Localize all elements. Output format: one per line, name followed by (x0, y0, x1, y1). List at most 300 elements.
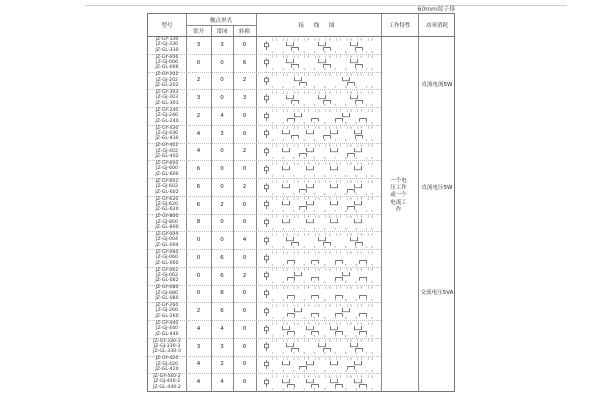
normally-open-contact-icon (351, 95, 358, 99)
bottom-terminal-numbers: 1 2 3 4 5 6 7 8 9 10 (272, 244, 373, 249)
normally-open-contact-icon (287, 343, 294, 347)
top-terminal-numbers: 11 12 13 14 15 16 17 18 19 20 (272, 37, 373, 42)
table-body (148, 36, 454, 391)
model-number: JZ-GL-430 (155, 136, 179, 142)
model-number: JZ-GL-800 (155, 225, 179, 231)
coil-icon (265, 325, 269, 334)
no-count-cell: 2 (196, 308, 201, 315)
co-count-cell: 0 (242, 112, 247, 119)
no-count-cell: 0 (196, 272, 201, 279)
top-terminal-numbers: 11 12 13 14 15 16 17 18 19 20 (272, 374, 373, 379)
nc-count-cell: 3 (220, 343, 224, 350)
model-cell (148, 196, 186, 214)
normally-open-contact-icon (355, 326, 362, 330)
model-number: JZ-GL-330 (155, 47, 179, 53)
normally-open-contact-icon (283, 166, 290, 170)
header-normally-closed: 常闭 (216, 28, 228, 35)
normally-open-contact-icon (283, 130, 290, 134)
model-number: JZ-GY-600 (155, 161, 179, 167)
top-terminal-numbers: 11 12 13 14 15 16 17 18 19 20 (272, 196, 373, 201)
co-count-cell: 0 (242, 308, 247, 315)
model-number: JZ-GY-330-3 (153, 338, 181, 344)
header-model: 型号 (161, 23, 173, 29)
wiring-diagram (259, 232, 378, 249)
co-count-cell: 3 (242, 95, 247, 102)
wiring-diagram-cell (259, 374, 378, 395)
wiring-diagram (259, 90, 378, 107)
power-note-ac-voltage: 交流电压5VA (420, 290, 454, 296)
coil-icon (265, 147, 269, 156)
wiring-diagram (259, 54, 378, 71)
bottom-terminal-numbers: 1 2 3 4 5 6 7 8 9 10 (272, 85, 373, 89)
normally-closed-contact-icon (336, 331, 343, 334)
normally-open-contact-icon (287, 95, 294, 99)
no-count-cell: 3 (196, 95, 201, 102)
coil-icon (265, 112, 269, 121)
header-power-consumption: 功率消耗 (425, 23, 448, 29)
table-row (148, 267, 454, 285)
bottom-terminal-numbers: 1 2 3 4 5 6 7 8 9 10 (272, 120, 373, 125)
bottom-terminal-numbers: 1 2 3 4 5 6 7 8 9 10 (272, 156, 373, 160)
normally-closed-contact-icon (336, 296, 343, 299)
header-changeover: 转换 (238, 28, 250, 35)
co-count-cell: 0 (242, 201, 247, 208)
table-row (148, 36, 454, 54)
no-count-cell: 4 (196, 148, 201, 155)
wiring-diagram (259, 356, 378, 373)
model-number: JZ-GL-303 (155, 100, 179, 106)
normally-open-contact-icon (283, 379, 290, 383)
nc-count-cell: 4 (220, 379, 224, 386)
model-number: JZ-GL-006 (155, 65, 179, 71)
bottom-terminal-numbers: 1 2 3 4 5 6 7 8 9 10 (272, 262, 373, 267)
no-count-cell: 2 (196, 77, 201, 84)
normally-open-contact-icon (307, 130, 314, 134)
model-cell (148, 54, 186, 72)
normally-open-contact-icon (307, 166, 314, 170)
model-cell (148, 143, 186, 161)
wiring-diagram (259, 250, 378, 267)
model-number: JZ-GL-060 (155, 260, 179, 266)
normally-open-contact-icon (295, 272, 302, 276)
co-count-cell: 2 (242, 183, 247, 190)
model-number: JZ-GY-303 (155, 90, 179, 96)
co-count-cell: 0 (242, 130, 247, 137)
model-cell (148, 356, 186, 374)
normally-open-contact-icon (287, 59, 294, 63)
normally-open-contact-icon (287, 237, 294, 241)
header-working-characteristic: 工作特性 (388, 23, 411, 29)
coil-icon (265, 236, 269, 245)
no-count-cell: 3 (196, 41, 201, 48)
wiring-diagram (259, 161, 378, 178)
wiring-diagram (259, 321, 378, 338)
no-count-cell: 0 (196, 237, 201, 244)
normally-open-contact-icon (355, 148, 362, 152)
model-cell (148, 36, 186, 54)
normally-open-contact-icon (319, 343, 326, 347)
bottom-terminal-numbers: 1 2 3 4 5 6 7 8 9 10 (272, 351, 373, 355)
model-number: JZ-GJ-420 (156, 361, 178, 367)
wiring-diagram (259, 374, 378, 391)
normally-open-contact-icon (307, 361, 314, 365)
coil-icon (265, 307, 269, 316)
model-cell (148, 267, 186, 285)
coil-icon (265, 201, 269, 210)
model-number: JZ-GY-800 (155, 214, 179, 220)
model-number: JZ-GY-080 (155, 285, 179, 291)
model-number: JZ-GY-006 (155, 54, 179, 60)
table-row (148, 125, 454, 143)
nc-count-cell: 0 (220, 95, 224, 102)
power-note-dc-voltage: 直流电压5W (421, 185, 453, 191)
coil-icon (265, 343, 269, 352)
normally-closed-contact-icon (336, 278, 343, 281)
normally-open-contact-icon (287, 42, 294, 46)
normally-open-contact-icon (331, 201, 338, 205)
nc-count-cell: 2 (220, 361, 224, 368)
model-number: JZ-GY-440-2 (153, 374, 181, 380)
co-count-cell: 2 (242, 77, 247, 84)
model-number: JZ-GL-420 (155, 367, 179, 373)
normally-open-contact-icon (319, 59, 326, 63)
co-count-cell: 0 (242, 41, 247, 48)
normally-open-contact-icon (295, 113, 302, 117)
model-number: JZ-GY-060 (155, 249, 179, 255)
no-count-cell: 0 (196, 290, 201, 297)
table-row (148, 89, 454, 107)
model-number: JZ-GL-260 (155, 313, 179, 319)
top-terminal-numbers: 11 12 13 14 15 16 17 18 19 20 (272, 232, 373, 237)
normally-open-contact-icon (351, 237, 358, 241)
top-terminal-numbers: 11 12 13 14 15 16 17 18 19 20 (272, 54, 373, 59)
co-count-cell: 4 (242, 237, 247, 244)
nc-count-cell: 6 (220, 308, 224, 315)
model-number: JZ-GJ-620 (156, 201, 178, 207)
coil-icon (265, 76, 269, 85)
nc-count-cell: 6 (220, 272, 224, 279)
normally-open-contact-icon (295, 77, 302, 81)
normally-open-contact-icon (331, 219, 338, 223)
bottom-terminal-numbers: 1 2 3 4 5 6 7 8 9 10 (272, 67, 373, 71)
coil-icon (265, 130, 269, 139)
nc-count-cell: 6 (220, 254, 224, 261)
normally-open-contact-icon (343, 77, 350, 81)
model-number: JZ-GL-440-2 (153, 384, 181, 390)
model-cell (148, 89, 186, 107)
top-terminal-numbers: 11 12 13 14 15 16 17 18 19 20 (272, 72, 373, 77)
co-count-cell: 0 (242, 166, 247, 173)
model-number: JZ-GJ-240 (156, 113, 178, 119)
table-row (148, 338, 454, 356)
model-number: JZ-GY-440 (155, 320, 179, 326)
normally-open-contact-icon (307, 201, 314, 205)
model-number: JZ-GJ-006 (156, 59, 178, 65)
model-number: JZ-GL-620 (155, 207, 179, 213)
table-row (148, 143, 454, 161)
table-row (148, 196, 454, 214)
normally-open-contact-icon (283, 219, 290, 223)
top-terminal-numbers: 11 12 13 14 15 16 17 18 19 20 (272, 285, 373, 290)
normally-open-contact-icon (307, 184, 314, 188)
co-count-cell: 0 (242, 254, 247, 261)
table-row (148, 54, 454, 72)
bottom-terminal-numbers: 1 2 3 4 5 6 7 8 9 10 (272, 191, 373, 196)
model-number: JZ-GL-062 (155, 278, 179, 284)
no-count-cell: 8 (196, 219, 201, 226)
model-cell (148, 125, 186, 143)
normally-open-contact-icon (355, 166, 362, 170)
model-number: JZ-GJ-004 (156, 237, 178, 243)
model-cell (148, 107, 186, 125)
bottom-terminal-numbers: 1 2 3 4 5 6 7 8 9 10 (272, 49, 373, 54)
nc-count-cell: 0 (220, 219, 224, 226)
top-terminal-numbers: 11 12 13 14 15 16 17 18 19 20 (272, 143, 373, 148)
normally-open-contact-icon (283, 361, 290, 365)
co-count-cell: 0 (242, 290, 247, 297)
model-number: JZ-GJ-430 (156, 130, 178, 136)
wiring-diagram (259, 338, 378, 355)
normally-open-contact-icon (355, 219, 362, 223)
table-row (148, 373, 454, 391)
nc-count-cell: 0 (220, 59, 224, 66)
co-count-cell: 2 (242, 148, 247, 155)
normally-open-contact-icon (351, 343, 358, 347)
wiring-diagram (259, 125, 378, 142)
table-row (148, 231, 454, 249)
model-cell (148, 231, 186, 249)
normally-open-contact-icon (331, 148, 338, 152)
normally-open-contact-icon (331, 326, 338, 330)
model-cell (148, 160, 186, 178)
top-terminal-numbers: 11 12 13 14 15 16 17 18 19 20 (272, 250, 373, 255)
table-row (148, 356, 454, 374)
nc-count-cell: 0 (220, 183, 224, 190)
normally-open-contact-icon (319, 95, 326, 99)
model-number: JZ-GL-602 (155, 189, 179, 195)
model-number: JZ-GY-402 (155, 143, 179, 149)
normally-open-contact-icon (343, 272, 350, 276)
model-number: JZ-GJ-440 (156, 326, 178, 332)
wiring-diagram (259, 143, 378, 160)
normally-open-contact-icon (351, 59, 358, 63)
model-number: JZ-GL-202 (155, 83, 179, 89)
top-terminal-numbers: 11 12 13 14 15 16 17 18 19 20 (272, 321, 373, 326)
normally-open-contact-icon (283, 201, 290, 205)
normally-open-contact-icon (355, 184, 362, 188)
model-number: JZ-GJ-303 (156, 95, 178, 101)
no-count-cell: 6 (196, 166, 201, 173)
model-number: JZ-GY-430 (155, 125, 179, 131)
nc-count-cell: 2 (220, 201, 224, 208)
model-number: JZ-GJ-602 (156, 184, 178, 190)
table-row (148, 249, 454, 267)
no-count-cell: 6 (196, 201, 201, 208)
no-count-cell: 2 (196, 112, 201, 119)
normally-closed-contact-icon (336, 118, 343, 121)
nc-count-cell: 0 (220, 77, 224, 84)
normally-open-contact-icon (319, 237, 326, 241)
bottom-terminal-numbers: 1 2 3 4 5 6 7 8 9 10 (272, 173, 373, 178)
bottom-terminal-numbers: 1 2 3 4 5 6 7 8 9 10 (272, 102, 373, 107)
wiring-diagram (259, 108, 378, 125)
model-number: JZ-GY-620 (155, 196, 179, 202)
normally-open-contact-icon (331, 379, 338, 383)
model-cell (148, 320, 186, 338)
coil-icon (265, 378, 269, 387)
model-number: JZ-GY-260 (155, 303, 179, 309)
coil-icon (265, 289, 269, 298)
table-row (148, 160, 454, 178)
model-number: JZ-GL-330-3 (153, 349, 181, 355)
bottom-terminal-numbers: 1 2 3 4 5 6 7 8 9 10 (272, 386, 373, 391)
model-cell (148, 249, 186, 267)
wiring-diagram (259, 179, 378, 196)
nc-count-cell: 3 (220, 130, 224, 137)
normally-open-contact-icon (307, 219, 314, 223)
model-number: JZ-GY-004 (155, 232, 179, 238)
normally-open-contact-icon (331, 184, 338, 188)
table-row (148, 214, 454, 232)
contact-form-divider (186, 25, 256, 26)
normally-open-contact-icon (343, 113, 350, 117)
nc-count-cell: 4 (220, 325, 224, 332)
normally-closed-contact-icon (336, 384, 343, 387)
model-number: JZ-GY-420 (155, 356, 179, 362)
model-number: JZ-GY-202 (155, 72, 179, 78)
no-count-cell: 0 (196, 59, 201, 66)
bottom-terminal-numbers: 1 2 3 4 5 6 7 8 9 10 (272, 138, 373, 142)
normally-open-contact-icon (331, 130, 338, 134)
model-number: JZ-GY-330 (155, 36, 179, 42)
normally-open-contact-icon (355, 130, 362, 134)
normally-open-contact-icon (307, 379, 314, 383)
model-number: JZ-GL-004 (155, 242, 179, 248)
normally-open-contact-icon (307, 148, 314, 152)
normally-open-contact-icon (283, 148, 290, 152)
wiring-diagram (259, 303, 378, 320)
model-number: JZ-GJ-202 (156, 77, 178, 83)
power-note-dc-current: 直流电流5W (421, 82, 453, 88)
top-rule (85, 5, 567, 6)
nc-count-cell: 0 (220, 148, 224, 155)
co-count-cell: 0 (242, 325, 247, 332)
co-count-cell: 0 (242, 379, 247, 386)
co-count-cell: 0 (242, 343, 247, 350)
coil-icon (265, 59, 269, 68)
model-cell (148, 373, 186, 391)
nc-count-cell: 8 (220, 290, 224, 297)
wiring-diagram (259, 214, 378, 231)
co-count-cell: 2 (242, 272, 247, 279)
nc-count-cell: 0 (220, 166, 224, 173)
model-number: JZ-GJ-600 (156, 166, 178, 172)
top-terminal-numbers: 11 12 13 14 15 16 17 18 19 20 (272, 179, 373, 184)
top-terminal-numbers: 11 12 13 14 15 16 17 18 19 20 (272, 214, 373, 219)
header-wiring-diagram: 接 线 图 (298, 23, 339, 29)
model-number: JZ-GY-240 (155, 107, 179, 113)
header-normally-open: 常开 (192, 28, 204, 35)
table-row (148, 320, 454, 338)
normally-open-contact-icon (295, 308, 302, 312)
model-number: JZ-GJ-060 (156, 255, 178, 261)
model-cell (148, 285, 186, 303)
normally-open-contact-icon (283, 326, 290, 330)
normally-open-contact-icon (331, 166, 338, 170)
no-count-cell: 4 (196, 325, 201, 332)
co-count-cell: 0 (242, 361, 247, 368)
top-terminal-numbers: 11 12 13 14 15 16 17 18 19 20 (272, 338, 373, 343)
coil-icon (265, 218, 269, 227)
table-row (148, 302, 454, 320)
normally-open-contact-icon (351, 42, 358, 46)
coil-icon (265, 360, 269, 369)
model-number: JZ-GL-440 (155, 331, 179, 337)
top-terminal-numbers: 11 12 13 14 15 16 17 18 19 20 (272, 90, 373, 95)
no-count-cell: 0 (196, 254, 201, 261)
model-cell (148, 302, 186, 320)
normally-open-contact-icon (355, 361, 362, 365)
wiring-diagram (259, 267, 378, 284)
model-number: JZ-GJ-800 (156, 219, 178, 225)
no-count-cell: 4 (196, 361, 201, 368)
wiring-diagram (259, 37, 378, 54)
table-row (148, 72, 454, 90)
model-number: JZ-GJ-260 (156, 308, 178, 314)
top-terminal-numbers: 11 12 13 14 15 16 17 18 19 20 (272, 356, 373, 361)
wiring-diagram (259, 196, 378, 213)
table-row (148, 285, 454, 303)
coil-icon (265, 272, 269, 281)
bottom-terminal-numbers: 1 2 3 4 5 6 7 8 9 10 (272, 280, 373, 284)
no-count-cell: 3 (196, 343, 201, 350)
top-terminal-numbers: 11 12 13 14 15 16 17 18 19 20 (272, 303, 373, 308)
normally-open-contact-icon (307, 326, 314, 330)
normally-open-contact-icon (355, 379, 362, 383)
bottom-terminal-numbers: 1 2 3 4 5 6 7 8 9 10 (272, 315, 373, 320)
coil-icon (265, 94, 269, 103)
normally-open-contact-icon (331, 361, 338, 365)
model-number: JZ-GL-600 (155, 171, 179, 177)
normally-open-contact-icon (283, 184, 290, 188)
nc-count-cell: 0 (220, 237, 224, 244)
model-number: JZ-GJ-402 (156, 148, 178, 154)
coil-icon (265, 165, 269, 174)
bottom-terminal-numbers: 1 2 3 4 5 6 7 8 9 10 (272, 298, 373, 302)
bottom-terminal-numbers: 1 2 3 4 5 6 7 8 9 10 (272, 227, 373, 231)
model-number: JZ-GL-240 (155, 118, 179, 124)
model-number: JZ-GY-602 (155, 178, 179, 184)
header-contact-form: 触点形式 (209, 17, 232, 24)
no-count-cell: 4 (196, 379, 201, 386)
normally-closed-contact-icon (336, 260, 343, 263)
top-terminal-numbers: 11 12 13 14 15 16 17 18 19 20 (272, 125, 373, 130)
model-number: JZ-GJ-062 (156, 272, 178, 278)
normally-open-contact-icon (343, 308, 350, 312)
normally-open-contact-icon (355, 201, 362, 205)
normally-closed-contact-icon (336, 313, 343, 316)
table-row (148, 107, 454, 125)
model-number: JZ-GJ-330 (156, 42, 178, 48)
no-count-cell: 6 (196, 183, 201, 190)
coil-icon (265, 41, 269, 50)
coil-icon (265, 254, 269, 263)
model-number: JZ-GY-062 (155, 267, 179, 273)
coil-icon (265, 183, 269, 192)
model-number: JZ-GJ-080 (156, 290, 178, 296)
top-terminal-numbers: 11 12 13 14 15 16 17 18 19 20 (272, 108, 373, 113)
model-number: JZ-GL-080 (155, 296, 179, 302)
